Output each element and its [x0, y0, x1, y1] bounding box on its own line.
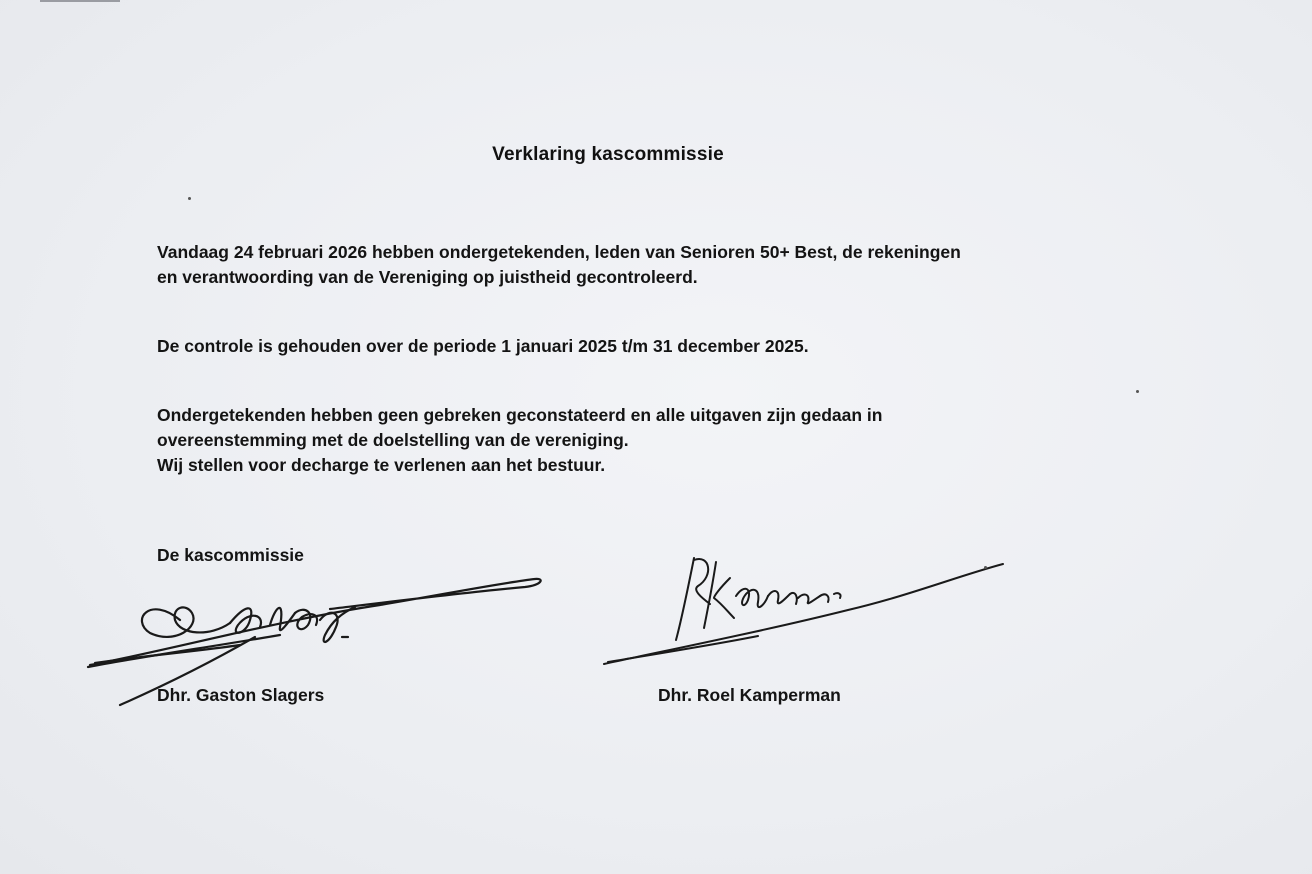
paragraph-line: Ondergetekenden hebben geen gebreken geconstateerd en alle uitgaven zijn gedaan in — [157, 405, 883, 425]
signature-roel-kamperman — [598, 548, 1018, 673]
signatory-name-1: Dhr. Gaston Slagers — [157, 685, 325, 705]
scan-speck — [984, 566, 987, 569]
paragraph-line: Wij stellen voor decharge te verlenen aan het bestuur. — [157, 455, 606, 475]
paragraph-audit-period — [157, 334, 809, 359]
paragraph-audit-statement — [157, 240, 961, 290]
paragraph-line: overeenstemming met de doelstelling van de vereniging. — [157, 430, 629, 450]
paragraph-line: en verantwoording van de Vereniging op juistheid gecontroleerd. — [157, 267, 698, 287]
paragraph-findings — [157, 403, 882, 478]
paragraph-line: De controle is gehouden over de periode 1 januari 2025 t/m 31 december 2025. — [157, 336, 809, 356]
paragraph-line: Vandaag 24 februari 2026 hebben ondergetekenden, leden van Senioren 50+ Best, de rekeningen — [157, 242, 961, 262]
document-title: Verklaring kascommissie — [492, 144, 724, 165]
scan-edge-mark — [40, 0, 120, 2]
scan-speck — [188, 197, 191, 200]
scan-speck — [1136, 390, 1139, 393]
signatory-name-2: Dhr. Roel Kamperman — [658, 685, 841, 705]
committee-label: De kascommissie — [157, 545, 304, 565]
